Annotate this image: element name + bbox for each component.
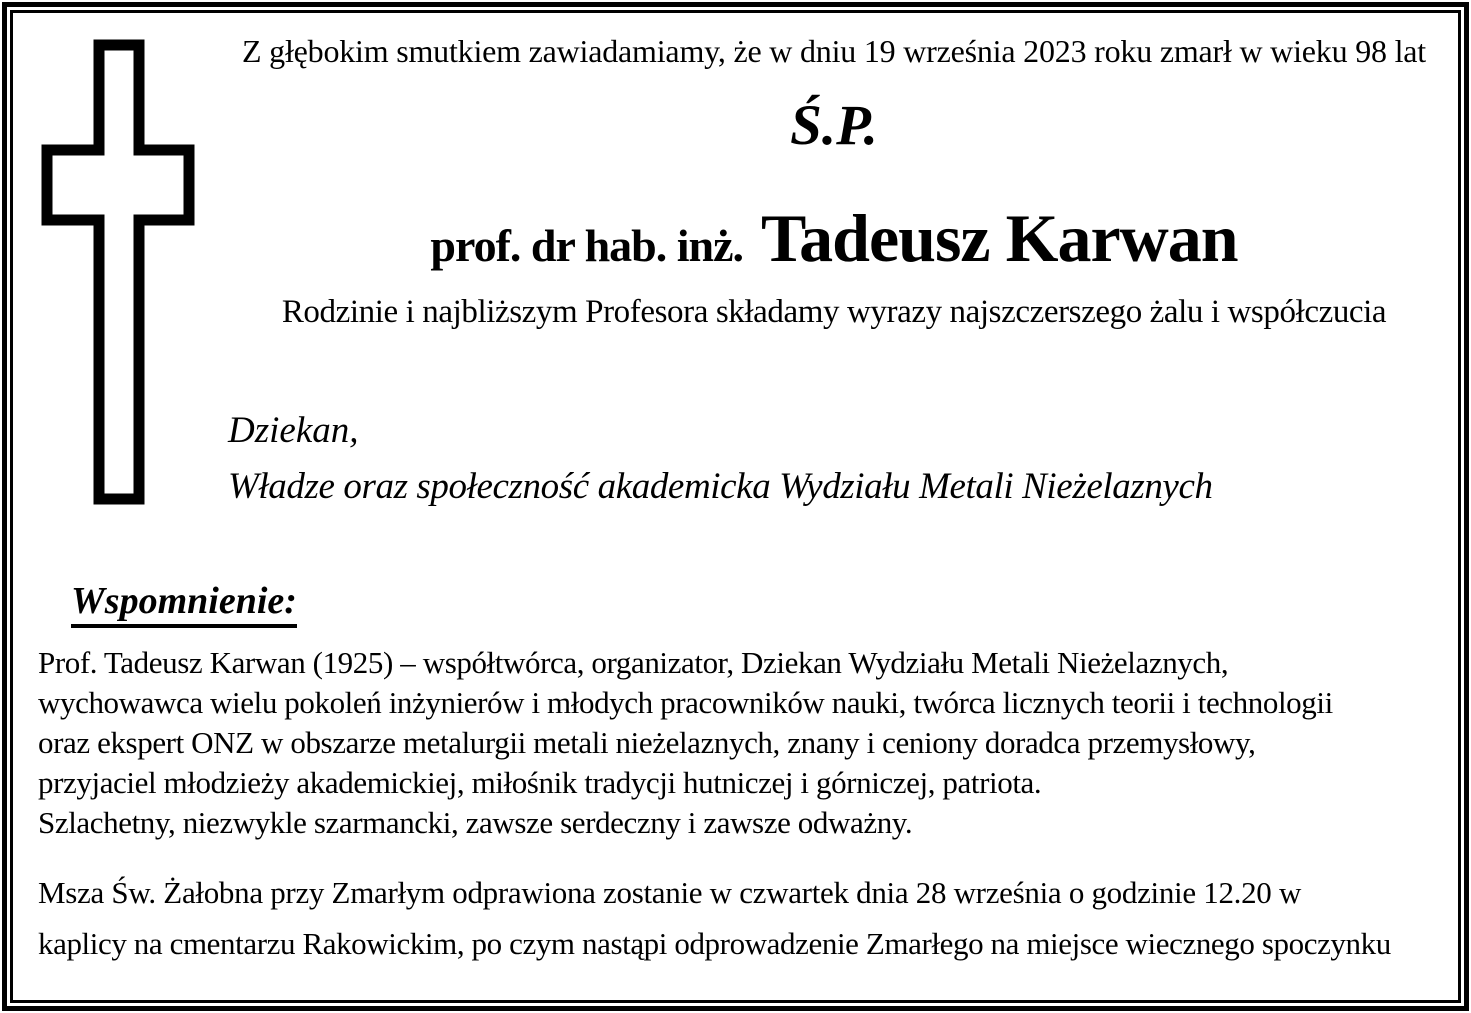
deceased-titles: prof. dr hab. inż. <box>430 220 744 271</box>
deceased-name: Tadeusz Karwan <box>761 200 1238 276</box>
signatory-faculty: Władze oraz społeczność akademicka Wydziału Metali Nieżelaznych <box>228 466 1213 507</box>
intro-line: Z głębokim smutkiem zawiadamiamy, że w dniu 19 września 2023 roku zmarł w wieku 98 lat <box>242 33 1426 69</box>
honorific-sp: Ś.P. <box>790 94 878 157</box>
memorial-heading: Wspomnienie: <box>71 579 297 628</box>
deceased-name-line <box>198 199 1470 278</box>
funeral-info-line: Msza Św. Żałobna przy Zmarłym odprawiona zostanie w czwartek dnia 28 września o godzinie 12.20 w <box>38 875 1302 910</box>
signatory-dziekan: Dziekan, <box>228 410 359 451</box>
outer-frame <box>2 2 1469 1011</box>
inner-frame <box>10 10 1461 1003</box>
funeral-info-line: kaplicy na cmentarzu Rakowickim, po czym nastąpi odprowadzenie Zmarłego na miejsce wiecznego spoczynku <box>38 926 1391 961</box>
memorial-line: przyjaciel młodzieży akademickiej, miłośnik tradycji hutniczej i górniczej, patriota. <box>38 765 1042 800</box>
memorial-paragraph <box>38 643 1468 843</box>
condolence-line: Rodzinie i najbliższym Profesora składamy wyrazy najszczerszego żalu i współczucia <box>281 294 1387 330</box>
obituary-content <box>13 13 1458 1000</box>
memorial-line: Prof. Tadeusz Karwan (1925) – współtwórca, organizator, Dziekan Wydziału Metali Nieżelaznych, <box>38 645 1229 680</box>
latin-cross-icon <box>39 37 195 507</box>
memorial-line: Szlachetny, niezwykle szarmancki, zawsze serdeczny i zawsze odważny. <box>38 805 913 840</box>
memorial-line: wychowawca wielu pokoleń inżynierów i młodych pracowników nauki, twórca licznych teorii i technologii <box>38 685 1333 720</box>
memorial-line: oraz ekspert ONZ w obszarze metalurgii metali nieżelaznych, znany i ceniony doradca przemysłowy, <box>38 725 1256 760</box>
